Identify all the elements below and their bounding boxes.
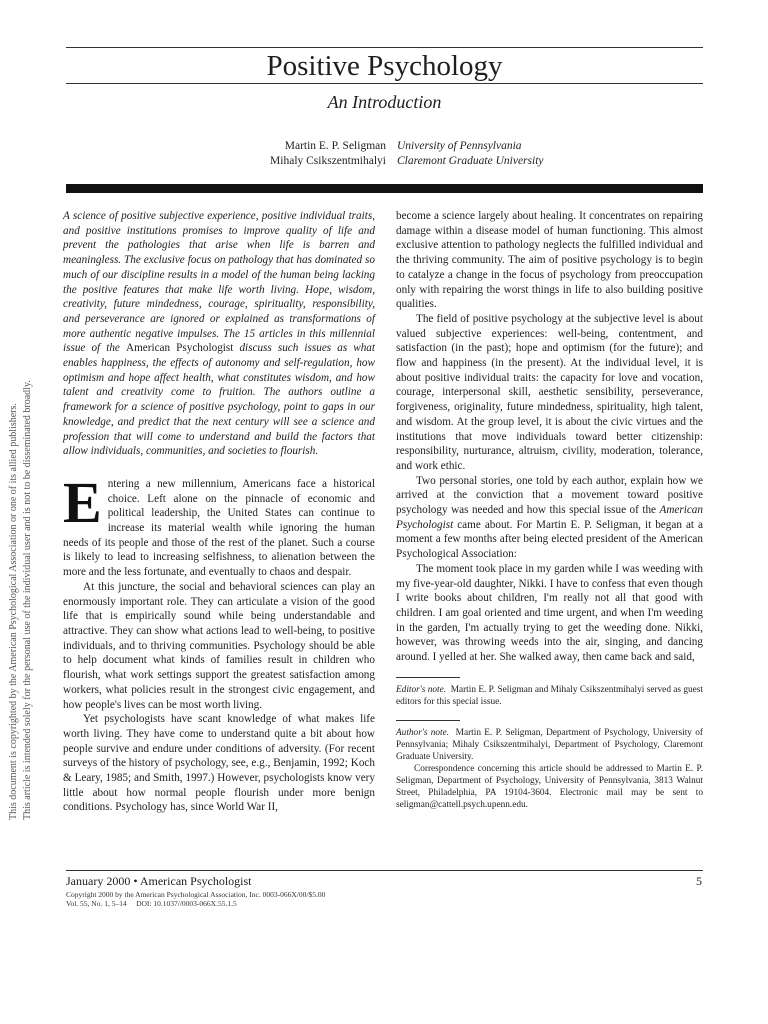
top-rule bbox=[66, 47, 703, 48]
copyright-notice: This document is copyrighted by the American Psychological Association or one of its allied publishers. bbox=[8, 403, 19, 820]
header-bar bbox=[66, 184, 703, 193]
notes-rule bbox=[396, 677, 460, 678]
author-affiliations bbox=[397, 139, 697, 169]
author-names bbox=[200, 139, 386, 169]
usage-notice: This article is intended solely for the personal use of the individual user and is not to be disseminated broadly. bbox=[22, 380, 33, 820]
notes-rule bbox=[396, 720, 460, 721]
block-quote: The moment took place in my garden while I was weeding with my five-year-old daughter, Nikki. I have to confess that even though I write books about children, I'm really not all that good with children. I am goal oriented and time urgent, and when I'm weeding in the garden, I'm actually trying to get the weeding done. Nikki, however, was throwing weeds into the air, singing, and dancing around. I yelled at her. She walked away, then came back and said, bbox=[396, 562, 703, 664]
copyright-line: Copyright 2000 by the American Psychological Association, Inc. 0003-066X/00/$5.00 bbox=[66, 890, 326, 899]
body-paragraph: Entering a new millennium, Americans face a historical choice. Left alone on the pinnacle of economic and political leadership, the United States can continue to increase its material wealth while ignoring the human needs of its people and those of the rest of the planet. Such a course is likely to lead to increasing selfishness, to alienation between the more and the less fortunate, and eventually to chaos and despair. bbox=[63, 469, 375, 579]
body-paragraph: Two personal stories, one told by each author, explain how we arrived at the conviction that a movement toward positive psychology was needed and how this special issue of the American Psychologist came about. For Martin E. P. Seligman, it began at a moment a few months after being elected president of the American Psychological Association: bbox=[396, 474, 703, 561]
author-affiliation: Claremont Graduate University bbox=[397, 155, 544, 167]
article-subtitle: An Introduction bbox=[327, 92, 442, 112]
body-paragraph: Yet psychologists have scant knowledge of what makes life worth living. They have come to understand quite a bit about how people survive and endure under conditions of adversity. (For recent surveys of the history of psychology, see, e.g., Benjamin, 1992; Koch & Leary, 1985; and Smith, 1997.) However, psychologists know very little about how normal people flourish under more benign conditions. Psychology has, since World War II, bbox=[63, 713, 375, 814]
abstract: A science of positive subjective experience, positive individual traits, and positive institutions promises to improve quality of life and prevent the pathologies that arise when life is barren and meaningless. The exclusive focus on pathology that has dominated so much of our discipline results in a model of the human being lacking the positive features that make life worth living. Hope, wisdom, creativity, future mindedness, courage, spirituality, responsibility, and perseverance are ignored or explained as transformations of more authentic negative impulses. The 15 articles in this millennial issue of the American Psychologist discuss such issues as what enables happiness, the effects of autonomy and self-regulation, how optimism and hope affect health, what constitutes wisdom, and how talent and creativity come to fruition. The authors outline a framework for a science of positive psychology, point to gaps in our knowledge, and predict that the next century will see a science and profession that will come to understand and build the factors that allow individuals, communities, and societies to flourish. bbox=[63, 210, 376, 458]
footer-rule bbox=[66, 870, 703, 871]
page-number: 5 bbox=[696, 874, 702, 888]
body-paragraph: become a science largely about healing. It concentrates on repairing damage within a disease model of human functioning. This almost exclusive attention to pathology neglects the fulfilled individual and the thriving community. The aim of positive psychology is to begin to catalyze a change in the focus of psychology from preoccupation only with repairing the worst things in life to also building positive qualities. bbox=[396, 210, 703, 311]
volume-line: Vol. 55, No. 1, 5–14 DOI: 10.1037//0003-066X.55.1.5 bbox=[66, 899, 237, 908]
title-rule bbox=[66, 83, 703, 84]
author-affiliation: University of Pennsylvania bbox=[397, 140, 522, 152]
journal-name: American Psychologist bbox=[396, 504, 703, 531]
body-paragraph: At this juncture, the social and behavioral sciences can play an enormously important role. They can articulate a vision of the good life that is empirically sound while being understandable and attractive. They can show what actions lead to well-being, to positive individuals, and to thriving communities. Psychology should be able to help document what kinds of families result in children who flourish, what work settings support the greatest satisfaction among workers, what policies result in the strongest civic engagement, and how people's lives can be most worth living. bbox=[63, 580, 375, 711]
left-column bbox=[63, 209, 375, 815]
author-name: Mihaly Csikszentmihalyi bbox=[270, 155, 386, 167]
correspondence-note: Correspondence concerning this article should be addressed to Martin E. P. Seligman, Department of Psychology, University of Pennsylvania, 3813 Walnut Street, Philadelphia, PA 19104-3604. Electronic mail may be sent to seligman@cattell.psych.upenn.edu. bbox=[396, 763, 703, 810]
copyright-sidebar bbox=[0, 200, 46, 840]
right-column bbox=[396, 209, 703, 821]
drop-cap: E bbox=[63, 469, 102, 535]
article-title: Positive Psychology bbox=[266, 50, 503, 82]
journal-name: American Psychologist bbox=[125, 342, 234, 355]
body-paragraph: The field of positive psychology at the subjective level is about valued subjective experiences: well-being, contentment, and satisfaction (in the past); hope and optimism (for the future); and flow and happiness (in the present). At the individual level, it is about positive individual traits: the capacity for love and vocation, courage, interpersonal skill, aesthetic sensibility, perseverance, forgiveness, originality, future mindedness, spirituality, high talent, and wisdom. At the group level, it is about the civic virtues and the institutions that move individuals toward better citizenship: responsibility, nurturance, altruism, civility, moderation, tolerance, and work ethic. bbox=[396, 312, 703, 472]
footer-copyright bbox=[66, 890, 325, 908]
author-name: Martin E. P. Seligman bbox=[284, 140, 386, 152]
footer-journal: January 2000 • American Psychologist bbox=[66, 874, 252, 888]
author-note: Author's note. Martin E. P. Seligman, Department of Psychology, University of Pennsylvania; Mihaly Csikszentmihalyi, Department of Psychology, Claremont Graduate University. Correspondence concerning this article should be addressed to Martin E. P. Seligman, Department of Psychology, University of Pennsylvania, 3813 Walnut Street, Philadelphia, PA 19104-3604. Electronic mail may be sent to seligman@cattell.psych.upenn.edu. bbox=[396, 727, 703, 810]
editor-note: Editor's note. Martin E. P. Seligman and Mihaly Csikszentmihalyi served as guest editors for this special issue. bbox=[396, 684, 703, 707]
